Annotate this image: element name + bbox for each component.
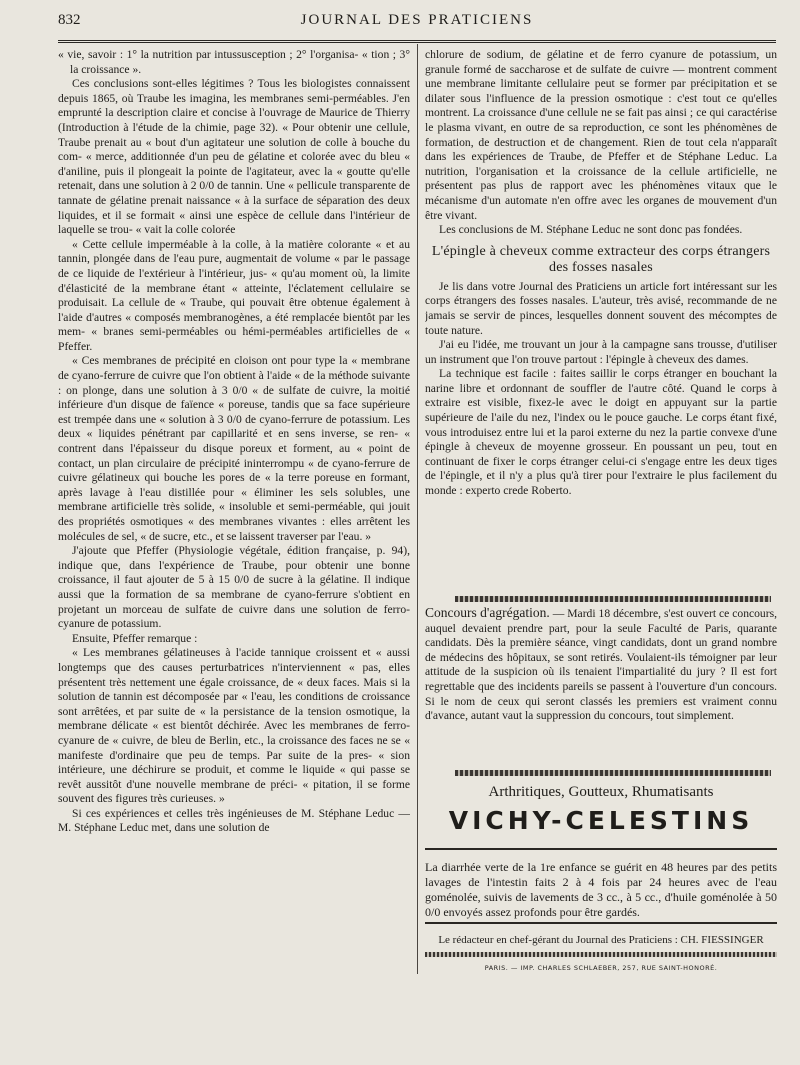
footer-separator — [425, 952, 777, 957]
left-paragraph: Ces conclusions sont-elles légitimes ? Tous les biologistes connaissent depuis 1865, où Traube les imagina, les membranes semi-perméables. J'en emprunté la description claire et concise à l'ouvrage de Maurice de Thierry (Introduction à l'étude de la chimie, page 32). « Pour obtenir une cellule, Traube prenait au « bout d'un agitateur une solution de colle à bouche du com- « merce, additionnée d'un peu de gélatine et colorée avec du bleu « d'aniline, puis il plongeait la pointe de l'agitateur, avec la « goutte qu'elle retenait, dans une solution à 2 0/0 de tannin. Une « pellicule transparente de tannate de gélatine prenait naissance « à la surface de séparation des deux liquides, et il se formait « ainsi une espèce de cellule dans l'intérieur de laquelle se trou- « vait la colle colorée — [58, 77, 410, 237]
advert-rule — [425, 922, 777, 924]
page-number: 832 — [58, 12, 81, 28]
section-paragraph: La technique est facile : faites saillir le corps étranger en bouchant la narine libre et ordonnant de souffler de l'autre côté. Quand le corps à extraire est visible, fixez-le avec le doigt en appuyant sur la partie supérieure de l'aile du nez, l'index ou le pouce gauche. Le corps étant fixé, vous introduisez entre lui et la paroi externe du nez la partie convexe d'une épingle à cheveux de moyenne grosseur. En poussant un peu, tout en continuant de fixer le corps étranger celui-ci s'engage entre les deux tiges de l'épingle, et il n'y a plus qu'à tirer pour l'extraire le plus facilement du monde : experto crede Roberto. — [425, 367, 777, 498]
left-paragraph: J'ajoute que Pfeffer (Physiologie végétale, édition française, p. 94), indique que, dans l'expérience de Traube, pour obtenir une bonne croissance, il faut ajouter de 5 à 15 0/0 de sucre à la gélatine. Il indique aussi que la formation de sa membrane de cyano-ferrure s'obtient en projetant un morceau de sulfate de cuivre dans une solution de ferro-cyanure de potassium. — [58, 544, 410, 631]
header-rule — [58, 40, 776, 43]
editor-line: Le rédacteur en chef-gérant du Journal des Praticiens : CH. FIESSINGER — [438, 934, 764, 946]
column-divider — [417, 44, 418, 974]
left-column — [58, 48, 410, 978]
left-paragraph: Ensuite, Pfeffer remarque : — [72, 631, 198, 645]
concours-text: — Mardi 18 décembre, s'est ouvert ce concours, auquel devaient prendre part, pour la seule Faculté de Paris, quarante candidats. Dès la première séance, vingt candidats, dont un grand nombre de médecins des hôpitaux, se sont retirés. Voulaient-ils témoigner par leur attitude de la suspicion où ils tenaient l'impartialité du jury ? Il est fort regrettable que des incidents pareils se passent à l'ouverture d'un concours. Si le nom de ceux qui seront classés les premiers est vraiment connu d'avance, autant vaut la suppression du concours, tout simplement. — [425, 607, 778, 723]
conclusion-paragraph: Les conclusions de M. Stéphane Leduc ne sont donc pas fondées. — [439, 223, 743, 237]
journal-title: JOURNAL DES PRATICIENS — [300, 12, 534, 28]
left-paragraph: « Les membranes gélatineuses à l'acide tannique croissent et « aussi longtemps que des causes perturbatrices n'interviennent « pas, elles présentent très nettement une égale croissance, de « deux faces. Mais si la solution de tannin est décomposée par « l'eau, les conditions de croissance sont arrêtées, et par suite de « la persistance de la tension osmotique, la membrane délicate « est bientôt déchirée. Avec les membranes de ferro-cyanure de « cuivre, de bleu de Berlin, etc., la croissance des faces ne se « manifeste d'ordinaire que peu de temps. Par suite de la pres- « sion intérieure, une déchirure se produit, et comme le liquide « qui passe se revêt aussitôt d'une nouvelle membrane de préci- « pitation, il se forme souvent des figures très curieuses. » — [58, 646, 410, 806]
section-paragraph: Je lis dans votre Journal des Praticiens un article fort intéressant sur les corps étrangers des fosses nasales. L'auteur, très avisé, recommande de ne jamais se servir de pinces, lesquelles donnent souvent des mécomptes de toute nature. — [425, 279, 777, 337]
page-header — [58, 12, 776, 40]
left-paragraph: Si ces expériences et celles très ingénieuses de M. Stéphane Leduc — M. Stéphane Leduc met, dans une solution de — [58, 806, 410, 835]
concours-title: Concours d'agrégation. — [425, 605, 550, 620]
separator-bar — [455, 770, 771, 776]
right-paragraph: chlorure de sodium, de gélatine et de ferro cyanure de potassium, un granule formé de saccharose et de sulfate de cuivre — montrent comment une membrane limitante cellulaire peut se former par précipitation et se dilater sous l'influence de la pression osmotique : c'est tout ce qu'elles montrent. La croissance d'une cellule ne se fait pas ainsi ; ce qui caractérise le plasma vivant, en outre de sa reproduction, ce sont les phénomènes de formation, de destruction et de changement. Rien de tout cela n'apparaît dans les expériences de Traube, de Pfeffer et de Stéphane Leduc. La nutrition, l'organisation et la croissance de la cellule artificielle, ne présentent pas plus de rapport avec les phénomènes vitaux que le mécanisme d'un automate n'en offre avec les organes de mouvement d'un être vivant. — [425, 48, 777, 222]
advert-rule — [425, 848, 777, 850]
left-paragraph: « Cette cellule imperméable à la colle, à la matière colorante « et au tannin, plongée dans de l'eau pure, augmentait de volume « par le passage de ce liquide de l'extérieur à l'intérieur, jus- « qu'au moment où, la limite d'élasticité de la membrane étant « atteinte, l'éclatement cellulaire se produisait. La cellule de « Traube, qui pouvait être obtenue également à l'aide d'autres « composés membranogènes, a été remplacée bientôt par les mem- « branes semi-perméables ou hémi-perméables artificielles de « Pfeffer. — [58, 237, 410, 353]
section-paragraph: J'ai eu l'idée, me trouvant un jour à la campagne sans trousse, d'utiliser un instrument que l'on trouve partout : l'épingle à cheveux des dames. — [425, 338, 777, 366]
printer-line: PARIS. — IMP. CHARLES SCHLAEBER, 257, RUE SAINT-HONORÉ. — [484, 964, 718, 972]
section-title: L'épingle à cheveux comme extracteur des corps étrangers des fosses nasales — [431, 243, 771, 275]
right-column — [425, 48, 777, 588]
advert-brand: VICHY-CELESTINS — [448, 806, 754, 835]
advert-text: La diarrhée verte de la 1re enfance se guérit en 48 heures par des petits lavages de l'intestin faits 2 à 4 fois par 24 heures avec de l'eau goménolée, suivis de lavements de 3 cc., à 5 cc., d'huile goménolée à 50 0/0 envoyés assez profonds pour être gardés. — [425, 860, 777, 919]
advert-tagline: Arthritiques, Goutteux, Rhumatisants — [488, 784, 714, 800]
left-paragraph: « vie, savoir : 1° la nutrition par intussusception ; 2° l'organisa- « tion ; 3° la croissance ». — [58, 48, 410, 76]
separator-bar — [455, 596, 771, 602]
concours-article — [425, 606, 777, 724]
left-paragraph: « Ces membranes de précipité en cloison ont pour type la « membrane de cyano-ferrure de cuivre que l'on obtient à l'aide « de la méthode suivante : on plonge, dans une solution à 3 0/0 « de sulfate de cuivre, la moitié inférieure d'un disque de faïence « poreuse, tandis que sa face supérieure est trempée dans une « solution à 3 0/0 de cyano-ferrure de potassium. Les deux « liquides pénétrant par capillarité et en sens inverse, se ren- « contrent dans l'épaisseur du disque poreux et forment, au « point de contact, un plan circulaire de précipité ininterrompu « de cyano-ferrure de cuivre gélatineux qui bouche les pores de « la terre poreuse en formant, après lavage à l'eau distillée pour « éliminer les sels solubles, une membrane artificielle très solide, « insoluble et semi-perméable, qui jouit des propriétés osmotiques « des membranes vivantes : elles arrêtent les molécules de sel, « de sucre, etc., et se laissent traverser par l'eau. » — [58, 354, 410, 543]
